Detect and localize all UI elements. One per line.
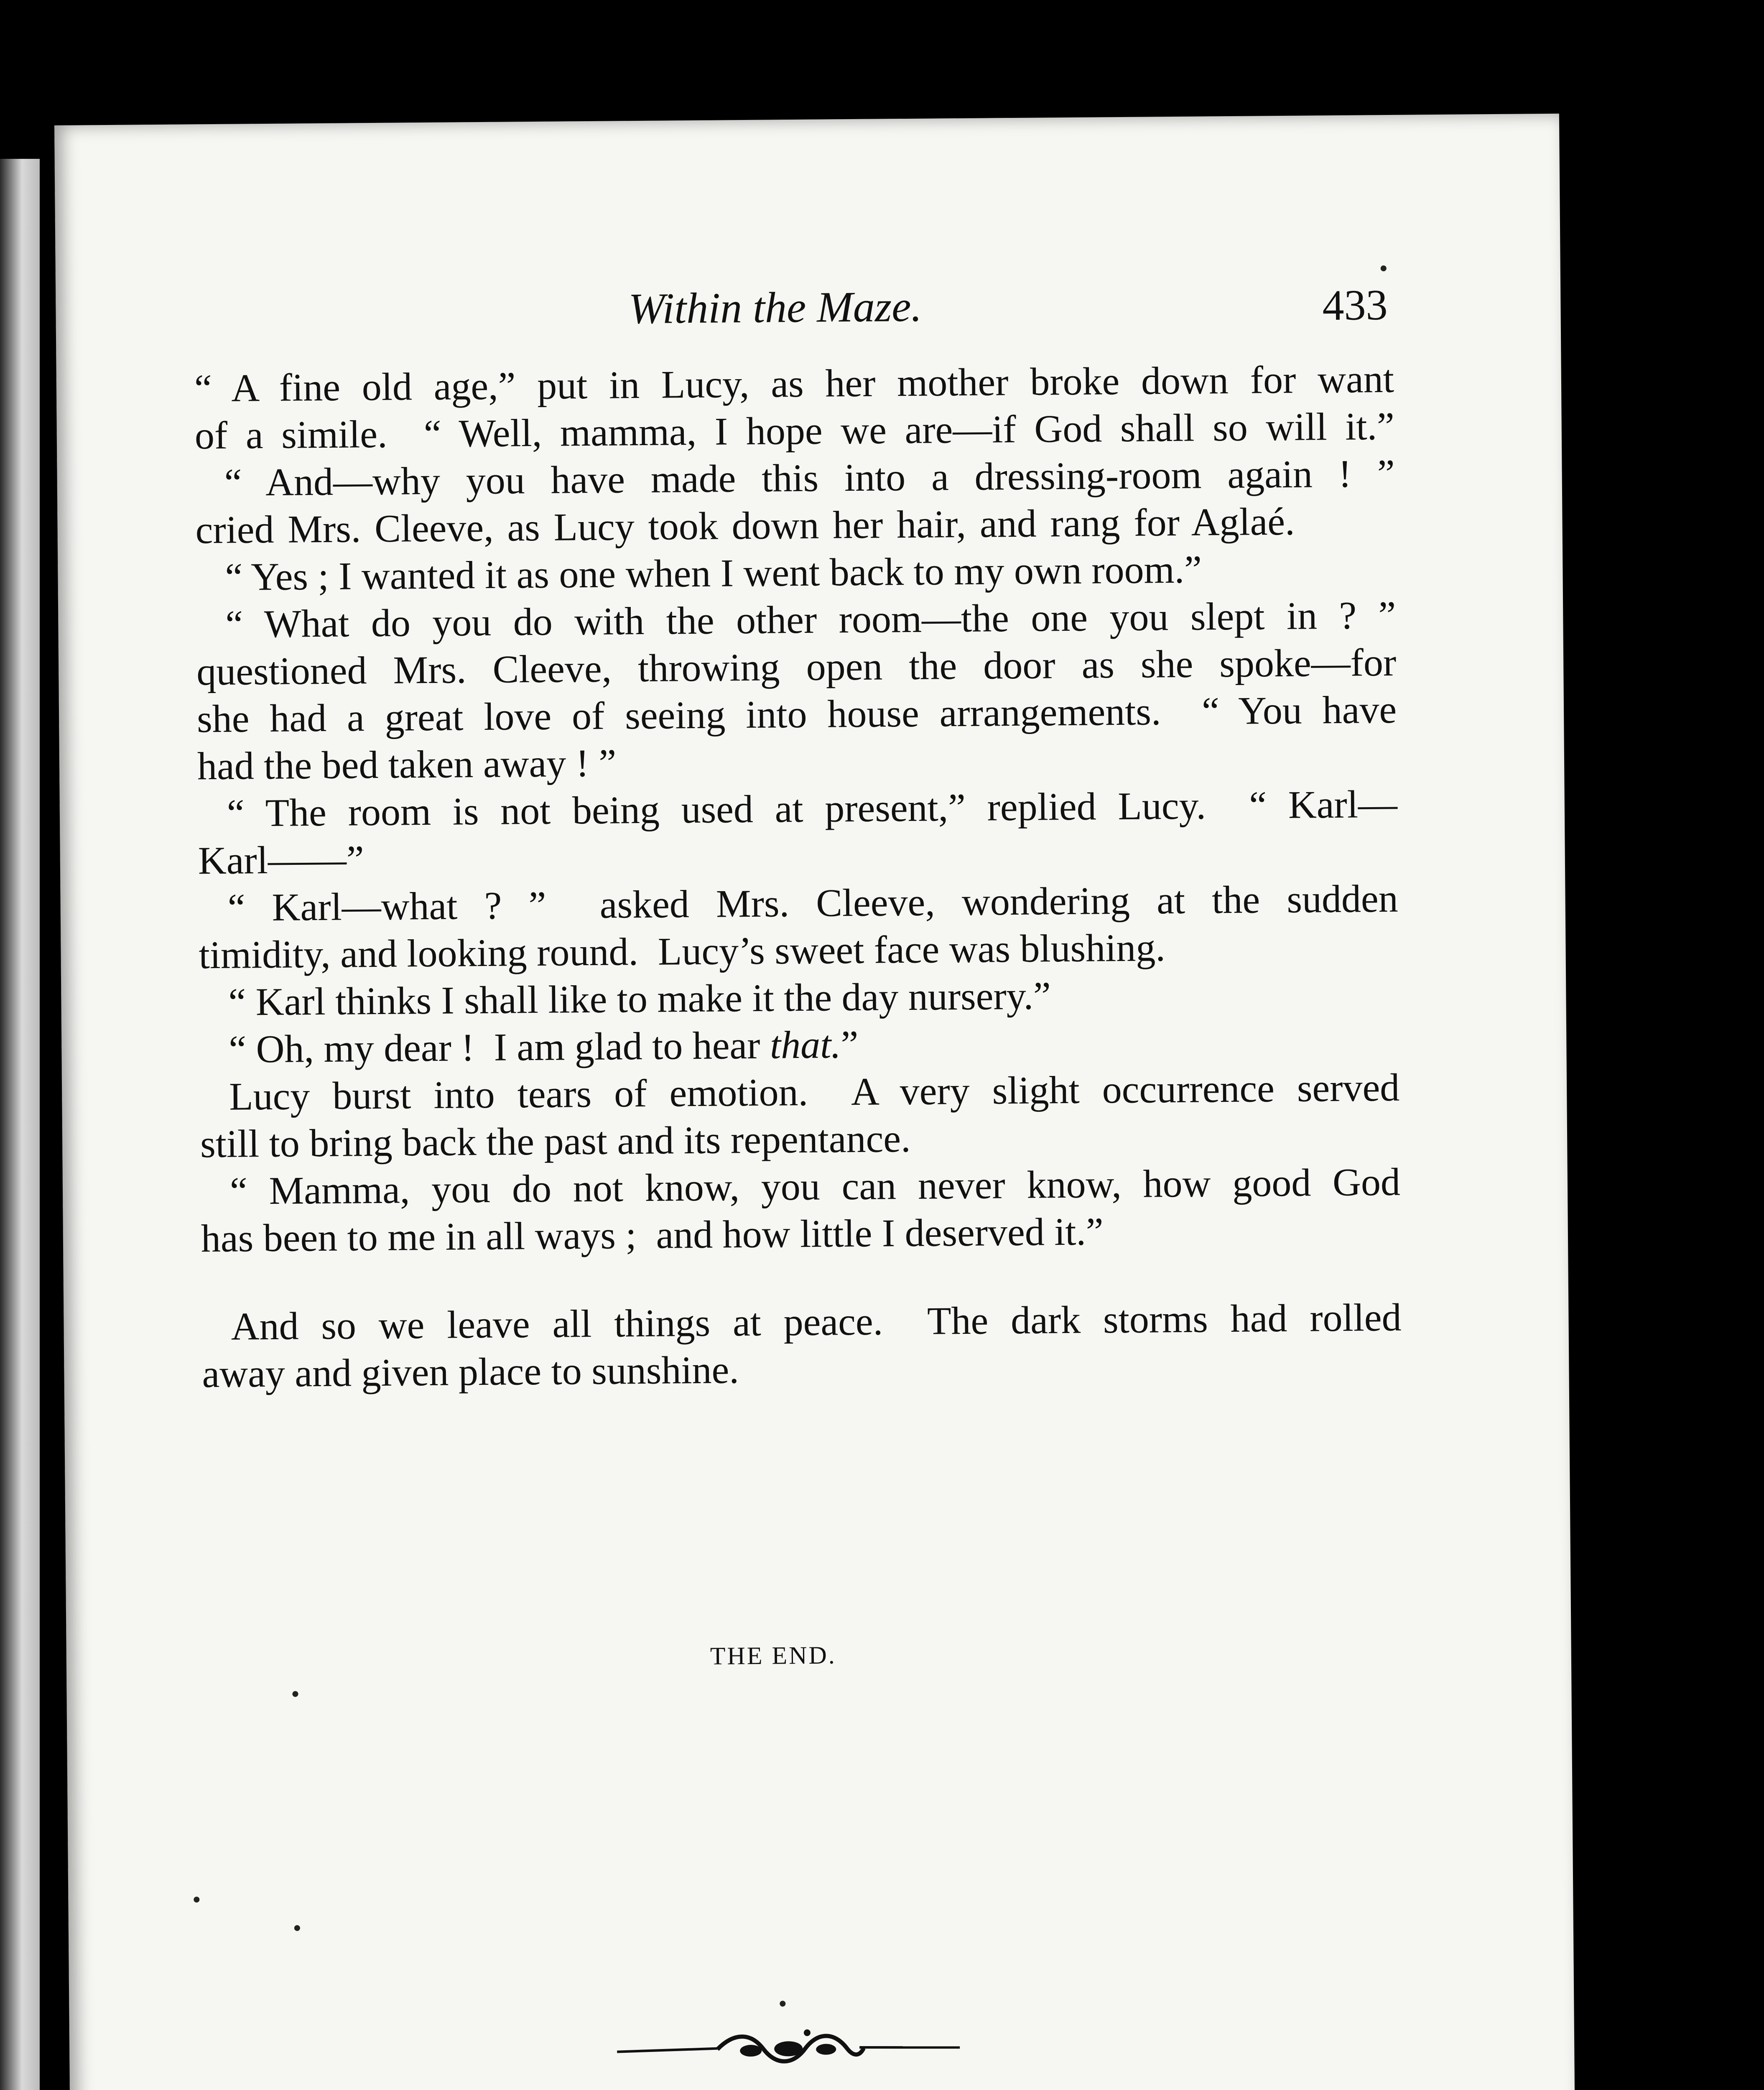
- dust-speck: [780, 2001, 785, 2006]
- text-line: [228, 1022, 859, 1071]
- dust-speck: [294, 1925, 300, 1931]
- decorative-ornament-icon: [613, 2022, 964, 2075]
- text-line: “ Karl—what ? ” asked Mrs. Cleeve, wondering at the sudden: [227, 877, 1399, 930]
- dust-speck: [194, 1896, 199, 1902]
- text-line-part: ”: [841, 1022, 859, 1067]
- the-end-label: THE END.: [710, 1641, 837, 1670]
- text-line: “ Karl thinks I shall like to make it the day nursery.”: [228, 974, 1051, 1024]
- text-line: “ A fine old age,” put in Lucy, as her mother broke down for want: [194, 357, 1394, 410]
- text-line: has been to me in all ways ; and how little I deserved it.”: [201, 1210, 1104, 1261]
- text-line: “ The room is not being used at present,” replied Lucy. “ Karl—: [227, 782, 1398, 835]
- text-line: timidity, and looking round. Lucy’s sweet face was blushing.: [199, 926, 1166, 977]
- emphasis-word: that.: [770, 1023, 841, 1067]
- running-title: Within the Maze.: [628, 282, 922, 333]
- text-line: questioned Mrs. Cleeve, throwing open the door as she spoke—for: [196, 640, 1397, 694]
- text-line: cried Mrs. Cleeve, as Lucy took down her hair, and rang for Aglaé.: [195, 500, 1295, 552]
- text-line: “ Yes ; I wanted it as one when I went back to my own room.”: [225, 548, 1202, 599]
- dust-speck: [292, 1691, 298, 1697]
- text-line: “ What do you do with the other room—the one you slept in ? ”: [225, 593, 1396, 646]
- text-line: Karl——”: [198, 838, 364, 883]
- previous-page-edge: [0, 159, 40, 2090]
- text-line: “ And—why you have made this into a dressing-room again ! ”: [224, 451, 1395, 505]
- text-line: had the bed taken away ! ”: [197, 741, 617, 788]
- text-line: “ Mamma, you do not know, you can never know, how good God: [229, 1160, 1401, 1213]
- text-line: of a simile. “ Well, mamma, I hope we are—if God shall so will it.”: [194, 404, 1395, 458]
- text-line: away and given place to sunshine.: [202, 1348, 739, 1396]
- book-page: [54, 114, 1579, 2090]
- text-line: And so we leave all things at peace. The dark storms had rolled: [231, 1295, 1402, 1348]
- text-line: Lucy burst into tears of emotion. A very slight occurrence served: [229, 1065, 1400, 1119]
- text-line-part: “ Oh, my dear ! I am glad to hear: [228, 1023, 770, 1071]
- text-line: still to bring back the past and its repentance.: [200, 1116, 911, 1166]
- dust-speck: [1381, 265, 1387, 271]
- text-line: she had a great love of seeing into house arrangements. “ You have: [196, 688, 1397, 741]
- page-number: 433: [1322, 280, 1388, 330]
